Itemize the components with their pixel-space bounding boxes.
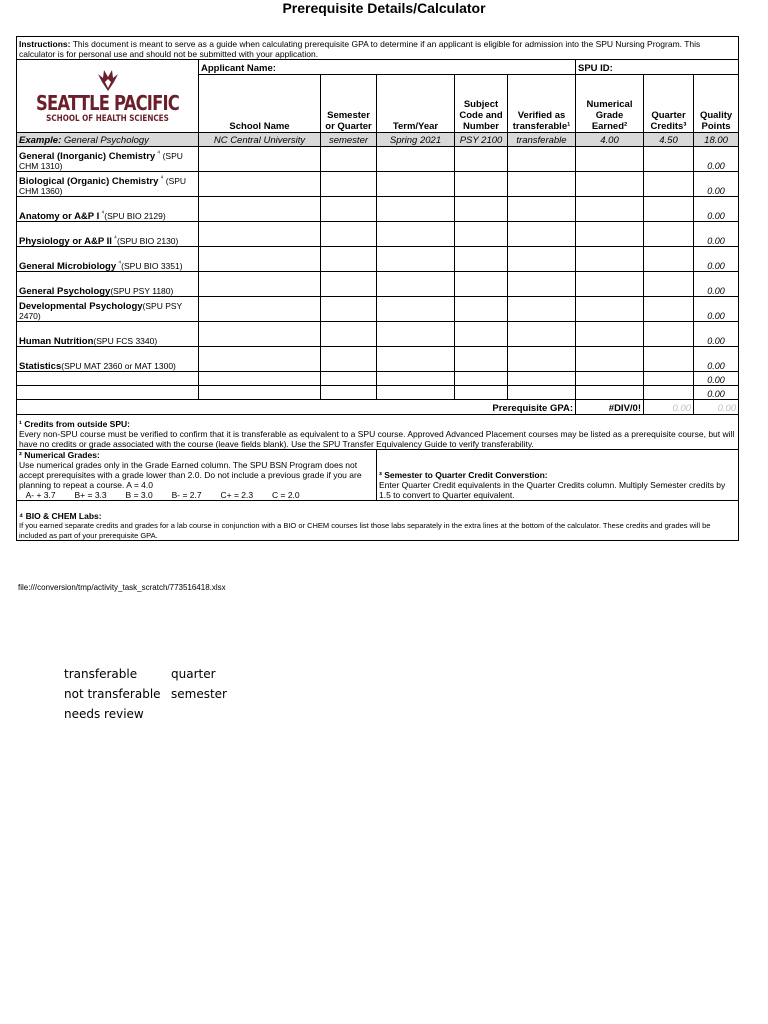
grade-input-cell[interactable] — [576, 297, 644, 322]
credits-input-cell[interactable] — [644, 386, 694, 400]
instructions-text: This document is meant to serve as a guide when calculating prerequisite GPA to determine if an applicant is eligible for admission into the SPU Nursing Program. This calculator is for personal use and should not be submitted with your application. — [19, 39, 701, 59]
subject-input-cell[interactable] — [455, 172, 508, 197]
example-quality: 18.00 — [694, 133, 739, 147]
option-not-transferable: not transferable — [64, 687, 161, 701]
term-input-cell[interactable] — [377, 197, 455, 222]
quality-points-cell: 0.00 — [694, 247, 739, 272]
col-term-year: Term/Year — [377, 75, 455, 133]
school-input-cell[interactable] — [199, 147, 321, 172]
spu-logo — [17, 60, 199, 133]
option-semester: semester — [171, 687, 227, 701]
page-title: Prerequisite Details/Calculator — [282, 0, 486, 16]
subject-input-cell[interactable] — [455, 197, 508, 222]
course-label: General (Inorganic) Chemistry $^{^4}$ (SPU CHM 1310) — [17, 147, 199, 172]
credits-input-cell[interactable] — [644, 297, 694, 322]
table-row — [17, 172, 739, 197]
credits-input-cell[interactable] — [644, 347, 694, 372]
semester-input-cell[interactable] — [321, 222, 377, 247]
table-row — [17, 272, 739, 297]
credits-input-cell[interactable] — [644, 247, 694, 272]
school-input-cell[interactable] — [199, 247, 321, 272]
quality-points-cell: 0.00 — [694, 297, 739, 322]
course-label: Anatomy or A&P I $^{^4}$(SPU BIO 2129) — [17, 197, 199, 222]
gpa-value: #DIV/0! — [576, 400, 644, 415]
col-school-name: School Name — [199, 75, 321, 133]
instructions-label: Instructions: — [19, 39, 71, 49]
calculator-sheet — [16, 36, 739, 541]
subject-input-cell[interactable] — [455, 272, 508, 297]
note-credits-outside: ¹ Credits from outside SPU: Every non-SPU course must be verified to confirm that it is transferable as equivalent to a SPU course. Approved Advanced Placement courses may be listed as a prerequisite course, but will have no credits or grade associated with the course (leave fields blank). Use the SPU Transfer Equivalency Guide to verify transferability. — [17, 415, 739, 450]
subject-input-cell[interactable] — [455, 297, 508, 322]
credits-input-cell[interactable] — [644, 322, 694, 347]
subject-input-cell[interactable] — [455, 247, 508, 272]
quality-points-cell: 0.00 — [694, 272, 739, 297]
spu-id-label: SPU ID: — [578, 63, 613, 74]
school-input-cell[interactable] — [199, 272, 321, 297]
verified-input-cell[interactable] — [508, 197, 576, 222]
course-label: Biological (Organic) Chemistry $^{^4}$ (SPU CHM 1360) — [17, 172, 199, 197]
verified-input-cell[interactable] — [508, 386, 576, 400]
extra-rows — [17, 372, 739, 400]
table-row — [17, 297, 739, 322]
school-input-cell[interactable] — [199, 347, 321, 372]
term-input-cell[interactable] — [377, 297, 455, 322]
semester-input-cell[interactable] — [321, 172, 377, 197]
example-row — [17, 133, 739, 147]
col-grade: Numerical Grade Earned² — [576, 75, 644, 133]
logo-name: SEATTLE PACIFIC — [36, 91, 179, 115]
instructions-cell — [17, 37, 739, 60]
term-input-cell[interactable] — [377, 347, 455, 372]
school-input-cell[interactable] — [199, 386, 321, 400]
option-quarter: quarter — [171, 667, 216, 681]
term-input-cell[interactable] — [377, 247, 455, 272]
subject-input-cell[interactable] — [455, 386, 508, 400]
extra-table-row — [17, 386, 739, 400]
applicant-name-label: Applicant Name: — [201, 63, 276, 74]
semester-input-cell[interactable] — [321, 147, 377, 172]
term-input-cell[interactable] — [377, 386, 455, 400]
course-label: Statistics(SPU MAT 2360 or MAT 1300) — [17, 347, 199, 372]
course-rows — [17, 147, 739, 372]
table-row — [17, 347, 739, 372]
applicant-name-cell[interactable] — [199, 60, 576, 75]
quality-points-cell: 0.00 — [694, 372, 739, 386]
subject-input-cell[interactable] — [455, 372, 508, 386]
col-quality-points: Quality Points — [694, 75, 739, 133]
grade-input-cell[interactable] — [576, 272, 644, 297]
example-school: NC Central University — [199, 133, 321, 147]
grade-input-cell[interactable] — [576, 147, 644, 172]
example-verified: transferable — [508, 133, 576, 147]
verified-input-cell[interactable] — [508, 272, 576, 297]
term-input-cell[interactable] — [377, 147, 455, 172]
verified-input-cell[interactable] — [508, 347, 576, 372]
course-label: Human Nutrition(SPU FCS 3340) — [17, 322, 199, 347]
verified-input-cell[interactable] — [508, 172, 576, 197]
verified-input-cell[interactable] — [508, 372, 576, 386]
gpa-quality-total: 0.00 — [694, 400, 739, 415]
table-row — [17, 247, 739, 272]
extra-table-row — [17, 372, 739, 386]
quality-points-cell: 0.00 — [694, 322, 739, 347]
semester-input-cell[interactable] — [321, 386, 377, 400]
verified-input-cell[interactable] — [508, 247, 576, 272]
term-input-cell[interactable] — [377, 172, 455, 197]
table-row — [17, 322, 739, 347]
verified-input-cell[interactable] — [508, 222, 576, 247]
table-row — [17, 197, 739, 222]
grade-input-cell[interactable] — [576, 386, 644, 400]
course-label: Physiology or A&P II $^{^4}$(SPU BIO 2130) — [17, 222, 199, 247]
subject-input-cell[interactable] — [455, 322, 508, 347]
col-verified: Verified as transferable¹ — [508, 75, 576, 133]
school-input-cell[interactable] — [199, 172, 321, 197]
credits-input-cell[interactable] — [644, 222, 694, 247]
school-input-cell[interactable] — [199, 372, 321, 386]
note-numerical-grades: ² Numerical Grades: Use numerical grades only in the Grade Earned column. The SPU BSN Program does not accept prerequisites with a grade lower than 2.0. Do not include a previous grade if you are planning to repeat a course. A = 4.0 A- + 3.7 B+ = 3.3 B = 3.0 B- = 2.7 C+ = 2.3 C = 2.0 — [17, 450, 377, 501]
option-needs-review: needs review — [64, 707, 144, 721]
gpa-credits-total: 0.00 — [644, 400, 694, 415]
gpa-label: Prerequisite GPA: — [17, 400, 576, 415]
file-path: file:///conversion/tmp/activity_task_scratch/773516418.xlsx — [18, 583, 226, 592]
grade-input-cell[interactable] — [576, 372, 644, 386]
semester-input-cell[interactable] — [321, 197, 377, 222]
spu-id-cell[interactable] — [576, 60, 739, 75]
credits-input-cell[interactable] — [644, 272, 694, 297]
dropdown-options — [64, 664, 227, 724]
table-row — [17, 222, 739, 247]
semester-input-cell[interactable] — [321, 322, 377, 347]
school-input-cell[interactable] — [199, 322, 321, 347]
verified-input-cell[interactable] — [508, 322, 576, 347]
quality-points-cell: 0.00 — [694, 222, 739, 247]
grade-input-cell[interactable] — [576, 247, 644, 272]
example-credits: 4.50 — [644, 133, 694, 147]
term-input-cell[interactable] — [377, 272, 455, 297]
flame-logo-icon — [94, 68, 122, 92]
subject-input-cell[interactable] — [455, 222, 508, 247]
credits-input-cell[interactable] — [644, 147, 694, 172]
semester-input-cell[interactable] — [321, 297, 377, 322]
option-transferable: transferable — [64, 667, 138, 681]
school-input-cell[interactable] — [199, 222, 321, 247]
extra-course-cell[interactable] — [17, 386, 199, 400]
grade-input-cell[interactable] — [576, 172, 644, 197]
col-semester-quarter: Semester or Quarter — [321, 75, 377, 133]
col-credits: Quarter Credits³ — [644, 75, 694, 133]
gpa-row — [17, 400, 739, 415]
term-input-cell[interactable] — [377, 322, 455, 347]
credits-input-cell[interactable] — [644, 197, 694, 222]
verified-input-cell[interactable] — [508, 147, 576, 172]
credits-input-cell[interactable] — [644, 372, 694, 386]
quality-points-cell: 0.00 — [694, 197, 739, 222]
subject-input-cell[interactable] — [455, 347, 508, 372]
example-term: Spring 2021 — [377, 133, 455, 147]
note-bio-chem-labs: ⁴ BIO & CHEM Labs: If you earned separate credits and grades for a lab course in conjunction with a BIO or CHEM courses list those labs separately in the extra lines at the bottom of the calculator. These credits and grades will be included as part of your prerequisite GPA. — [17, 501, 739, 541]
school-input-cell[interactable] — [199, 197, 321, 222]
semester-input-cell[interactable] — [321, 247, 377, 272]
course-label: General Psychology(SPU PSY 1180) — [17, 272, 199, 297]
subject-input-cell[interactable] — [455, 147, 508, 172]
semester-input-cell[interactable] — [321, 372, 377, 386]
grade-input-cell[interactable] — [576, 222, 644, 247]
quality-points-cell: 0.00 — [694, 386, 739, 400]
example-grade: 4.00 — [576, 133, 644, 147]
example-subject: PSY 2100 — [455, 133, 508, 147]
term-input-cell[interactable] — [377, 222, 455, 247]
col-subject-code: Subject Code and Number — [455, 75, 508, 133]
semester-input-cell[interactable] — [321, 272, 377, 297]
school-input-cell[interactable] — [199, 297, 321, 322]
logo-subtitle: SCHOOL OF HEALTH SCIENCES — [46, 114, 169, 124]
example-course: Example: General Psychology — [17, 133, 199, 147]
verified-input-cell[interactable] — [508, 297, 576, 322]
quality-points-cell: 0.00 — [694, 147, 739, 172]
note-credit-conversion: ³ Semester to Quarter Credit Converstion: Enter Quarter Credit equivalents in the Quarter Credits column. Multiply Semester credits by 1.5 to convert to Quarter equivalent. — [377, 450, 739, 501]
credits-input-cell[interactable] — [644, 172, 694, 197]
quality-points-cell: 0.00 — [694, 172, 739, 197]
grade-input-cell[interactable] — [576, 347, 644, 372]
quality-points-cell: 0.00 — [694, 347, 739, 372]
example-semester: semester — [321, 133, 377, 147]
extra-course-cell[interactable] — [17, 372, 199, 386]
table-row — [17, 147, 739, 172]
grade-input-cell[interactable] — [576, 322, 644, 347]
term-input-cell[interactable] — [377, 372, 455, 386]
grade-input-cell[interactable] — [576, 197, 644, 222]
course-label: Developmental Psychology(SPU PSY 2470) — [17, 297, 199, 322]
course-label: General Microbiology $^{^4}$(SPU BIO 3351) — [17, 247, 199, 272]
semester-input-cell[interactable] — [321, 347, 377, 372]
